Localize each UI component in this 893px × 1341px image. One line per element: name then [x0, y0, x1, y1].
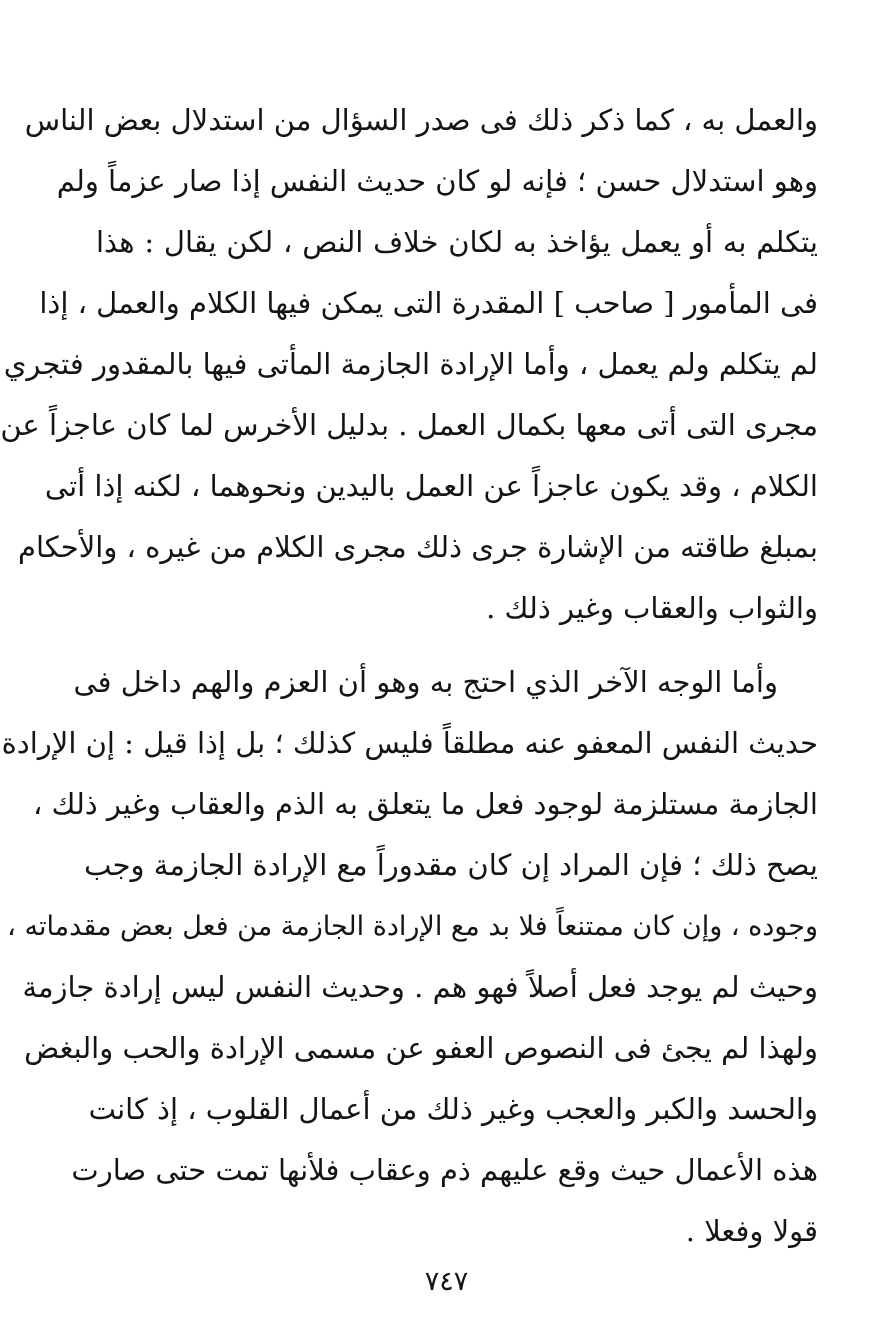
text-line: وأما الوجه الآخر الذي احتج به وهو أن العزم والهم داخل فى — [73, 665, 778, 699]
text-line: والحسد والكبر والعجب وغير ذلك من أعمال القلوب ، إذ كانت — [88, 1092, 818, 1126]
text-line: مجرى التى أتى معها بكمال العمل . بدليل الأخرس لما كان عاجزاً عن — [0, 408, 818, 442]
text-line: حديث النفس المعفو عنه مطلقاً فليس كذلك ؛ بل إذا قيل : إن الإرادة — [1, 726, 818, 760]
text-line-last: قولا وفعلا . — [685, 1214, 818, 1248]
text-line: بمبلغ طاقته من الإشارة جرى ذلك مجرى الكلام من غيره ، والأحكام — [18, 530, 818, 564]
text-line: هذه الأعمال حيث وقع عليهم ذم وعقاب فلأنها تمت حتى صارت — [71, 1153, 818, 1187]
paragraph-2 — [1, 652, 818, 1262]
text-line: ولهذا لم يجئ فى النصوص العفو عن مسمى الإرادة والحب والبغض — [24, 1031, 818, 1065]
text-line: فى المأمور [ صاحب ] المقدرة التى يمكن فيها الكلام والعمل ، إذا — [39, 286, 818, 320]
text-line: يصح ذلك ؛ فإن المراد إن كان مقدوراً مع الإرادة الجازمة وجب — [84, 848, 818, 882]
text-line: الكلام ، وقد يكون عاجزاً عن العمل باليدين ونحوهما ، لكنه إذا أتى — [44, 469, 818, 503]
text-line: يتكلم به أو يعمل يؤاخذ به لكان خلاف النص ، لكن يقال : هذا — [96, 225, 818, 259]
text-line: وهو استدلال حسن ؛ فإنه لو كان حديث النفس إذا صار عزماً ولم — [56, 164, 818, 198]
paragraph-1 — [0, 90, 818, 639]
text-line: وحيث لم يوجد فعل أصلاً فهو هم . وحديث النفس ليس إرادة جازمة — [22, 970, 818, 1004]
page-number: ٧٤٧ — [424, 1266, 469, 1297]
text-line: لم يتكلم ولم يعمل ، وأما الإرادة الجازمة المأتى فيها بالمقدور فتجري — [3, 347, 818, 381]
text-line: وجوده ، وإن كان ممتنعاً فلا بد مع الإرادة الجازمة من فعل بعض مقدماته ، — [7, 911, 818, 942]
text-line-last: والثواب والعقاب وغير ذلك . — [486, 591, 818, 625]
text-line: والعمل به ، كما ذكر ذلك فى صدر السؤال من استدلال بعض الناس — [24, 103, 818, 137]
text-line: الجازمة مستلزمة لوجود فعل ما يتعلق به الذم والعقاب وغير ذلك ، — [32, 787, 818, 821]
